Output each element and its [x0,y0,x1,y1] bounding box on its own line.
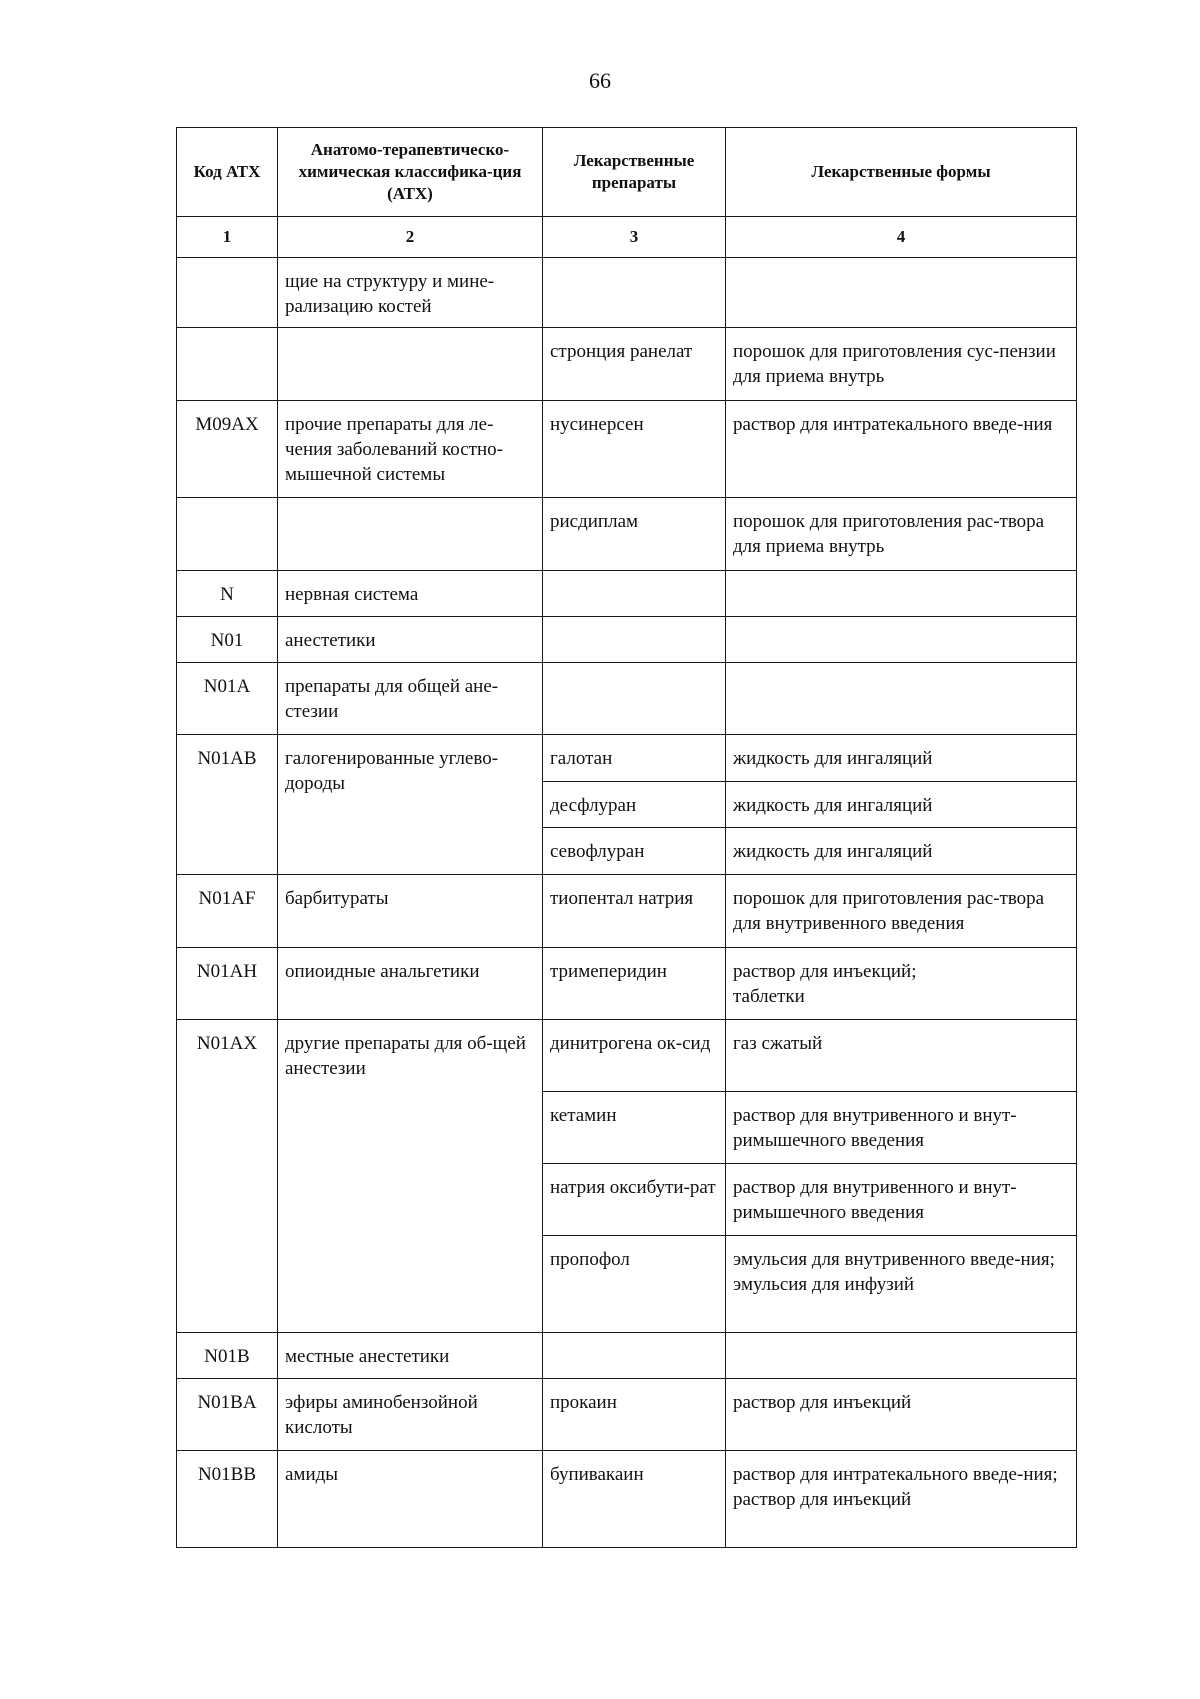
dosage-form-cell [726,1451,1077,1548]
table-row [177,571,1077,617]
dosage-form-text: таблетки [733,986,805,1007]
atx-code-cell: N01A [177,663,278,735]
dosage-form-cell [726,828,1077,875]
drug-cell [543,663,726,735]
dosage-form-cell [726,1236,1077,1333]
drug-cell: пропофол [543,1236,726,1333]
dosage-form-cell [726,258,1077,328]
dosage-form-text: эмульсия для внутривенного введе-ния; [733,1249,1055,1270]
atx-name-cell: барбитураты [278,875,543,948]
atx-name-cell: другие препараты для об-щей анестезии [278,1020,543,1333]
table-row [177,258,1077,328]
dosage-form-text: раствор для интратекального введе-ния [733,414,1053,435]
header-atx-classification: Анатомо-терапевтическо-химическая классифика-ция (АТХ) [278,128,543,217]
drug-cell: нусинерсен [543,401,726,498]
table-row [177,401,1077,498]
atx-code-cell: N01AF [177,875,278,948]
atx-code-cell: N01AB [177,735,278,875]
column-number: 1 [177,217,278,258]
header-atx-code: Код АТХ [177,128,278,217]
drug-cell [543,571,726,617]
dosage-form-text: порошок для приготовления рас-твора для приема внутрь [733,511,1045,557]
table-row [177,617,1077,663]
drug-cell: тиопентал натрия [543,875,726,948]
drug-cell: галотан [543,735,726,782]
atx-name-cell: прочие препараты для ле-чения заболеваний костно-мышечной системы [278,401,543,498]
table-row [177,1451,1077,1548]
table-row [177,1020,1077,1092]
table-row [177,948,1077,1020]
atx-code-cell [177,258,278,328]
table-row [177,735,1077,782]
dosage-form-cell [726,1020,1077,1092]
column-number-row [177,217,1077,258]
drug-cell: кетамин [543,1092,726,1164]
atx-code-cell: N01 [177,617,278,663]
column-number: 2 [278,217,543,258]
drug-cell: рисдиплам [543,498,726,571]
dosage-form-text: раствор для инъекций; [733,961,917,982]
dosage-form-text: порошок для приготовления сус-пензии для приема внутрь [733,341,1056,387]
atx-name-cell: эфиры аминобензойной кислоты [278,1379,543,1451]
dosage-form-text: эмульсия для инфузий [733,1274,915,1295]
dosage-form-text: раствор для инъекций [733,1489,912,1510]
dosage-form-cell [726,1379,1077,1451]
atx-code-cell: N01BB [177,1451,278,1548]
atx-code-cell: M09AX [177,401,278,498]
dosage-form-cell [726,782,1077,828]
drug-cell: десфлуран [543,782,726,828]
atx-name-cell [278,498,543,571]
table-row [177,663,1077,735]
atx-name-cell: опиоидные анальгетики [278,948,543,1020]
header-dosage-forms: Лекарственные формы [726,128,1077,217]
drug-cell [543,258,726,328]
atx-name-cell: препараты для общей ане-стезии [278,663,543,735]
drug-cell: бупивакаин [543,1451,726,1548]
atx-name-cell: нервная система [278,571,543,617]
dosage-form-cell [726,571,1077,617]
header-row [177,128,1077,217]
atx-name-cell: щие на структуру и мине-рализацию костей [278,258,543,328]
atx-code-cell [177,498,278,571]
drug-cell: динитрогена ок-сид [543,1020,726,1092]
atx-code-cell: N01AX [177,1020,278,1333]
drug-cell [543,617,726,663]
atx-name-cell: анестетики [278,617,543,663]
drug-cell: натрия оксибути-рат [543,1164,726,1236]
dosage-form-text: порошок для приготовления рас-твора для внутривенного введения [733,888,1045,934]
atx-code-cell: N [177,571,278,617]
dosage-form-text: раствор для инъекций [733,1392,912,1413]
atx-name-cell [278,328,543,401]
atx-name-cell: галогенированные углево-дороды [278,735,543,875]
atx-code-cell: N01BA [177,1379,278,1451]
drug-cell [543,1333,726,1379]
table-row [177,328,1077,401]
table-row [177,875,1077,948]
dosage-form-cell [726,735,1077,782]
drug-cell: прокаин [543,1379,726,1451]
column-number: 4 [726,217,1077,258]
drug-cell: тримеперидин [543,948,726,1020]
atx-code-cell: N01B [177,1333,278,1379]
table-row [177,498,1077,571]
table-row [177,1379,1077,1451]
dosage-form-cell [726,1333,1077,1379]
dosage-form-cell [726,401,1077,498]
header-drugs: Лекарственные препараты [543,128,726,217]
dosage-form-cell [726,617,1077,663]
dosage-form-text: раствор для внутривенного и внут-римышечного введения [733,1177,1017,1223]
atx-name-cell: местные анестетики [278,1333,543,1379]
dosage-form-cell [726,328,1077,401]
page-number: 66 [589,68,611,93]
dosage-form-cell [726,948,1077,1020]
dosage-form-text: раствор для внутривенного и внут-римышечного введения [733,1105,1017,1151]
atx-name-cell: амиды [278,1451,543,1548]
dosage-form-cell [726,663,1077,735]
drug-cell: севофлуран [543,828,726,875]
dosage-form-text: жидкость для ингаляций [733,795,933,816]
atx-table [176,127,1077,1548]
atx-code-cell [177,328,278,401]
dosage-form-cell [726,1092,1077,1164]
dosage-form-text: жидкость для ингаляций [733,748,933,769]
atx-code-cell: N01AH [177,948,278,1020]
dosage-form-text: газ сжатый [733,1033,823,1054]
drug-cell: стронция ранелат [543,328,726,401]
dosage-form-cell [726,875,1077,948]
table-row [177,1333,1077,1379]
dosage-form-cell [726,498,1077,571]
dosage-form-cell [726,1164,1077,1236]
column-number: 3 [543,217,726,258]
dosage-form-text: жидкость для ингаляций [733,841,933,862]
dosage-form-text: раствор для интратекального введе-ния; [733,1464,1058,1485]
